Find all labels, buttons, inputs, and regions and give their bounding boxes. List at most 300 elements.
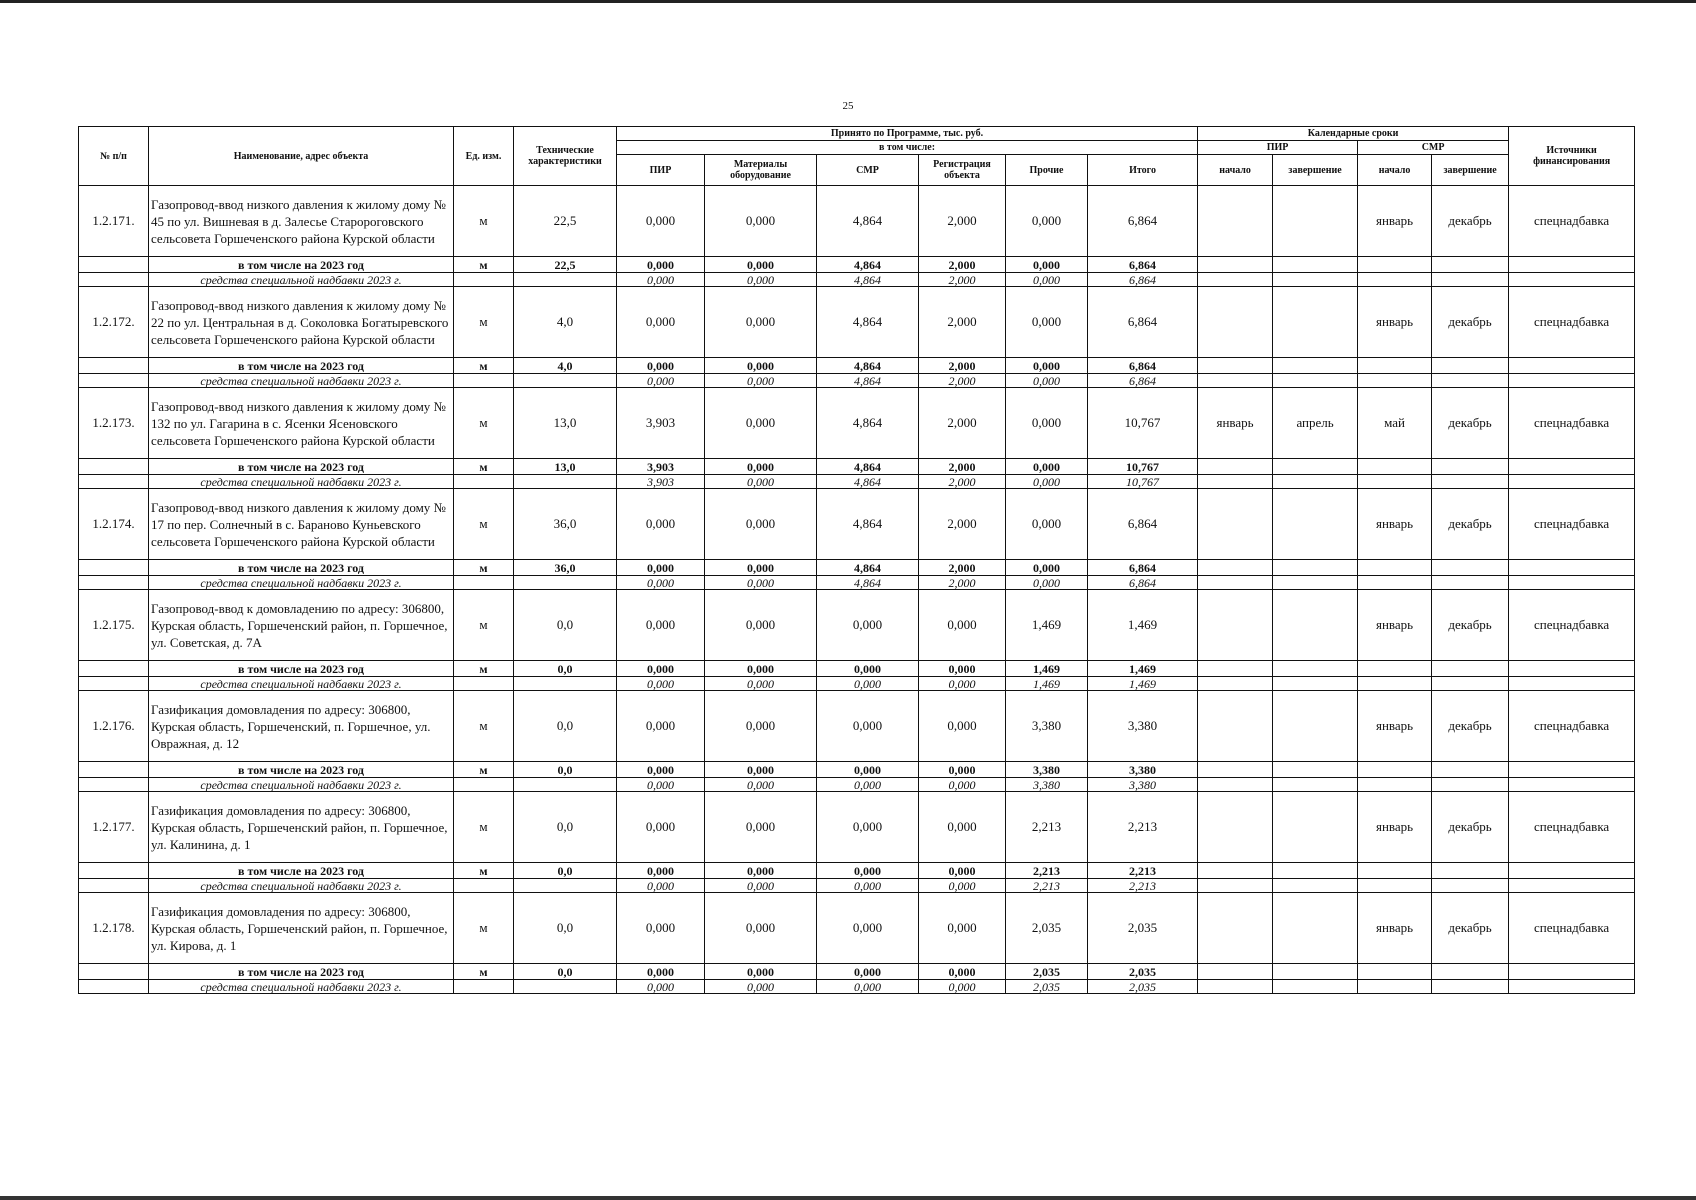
year-unit: м (454, 257, 514, 273)
special-pir: 0,000 (617, 677, 705, 691)
year-empty-cell (1198, 863, 1273, 879)
special-smr: 4,864 (817, 475, 919, 489)
special-other: 3,380 (1006, 778, 1088, 792)
table-row (79, 489, 1635, 560)
special-empty-cell (1509, 677, 1635, 691)
year-empty-cell (1198, 762, 1273, 778)
item-financing: спецнадбавка (1509, 287, 1635, 358)
item-smr-end: декабрь (1432, 691, 1509, 762)
special-tech (514, 980, 617, 994)
item-registration: 0,000 (919, 590, 1006, 661)
year-registration: 2,000 (919, 459, 1006, 475)
item-pir-end (1273, 590, 1358, 661)
year-materials: 0,000 (705, 459, 817, 475)
item-unit: м (454, 691, 514, 762)
item-smr-start: май (1358, 388, 1432, 459)
year-row (79, 560, 1635, 576)
item-pir-end (1273, 893, 1358, 964)
item-number: 1.2.178. (79, 893, 149, 964)
year-materials: 0,000 (705, 358, 817, 374)
header-pir-start: начало (1198, 155, 1273, 186)
special-empty-cell (1198, 677, 1273, 691)
year-other: 0,000 (1006, 257, 1088, 273)
year-unit: м (454, 661, 514, 677)
item-total: 6,864 (1088, 186, 1198, 257)
year-row-num (79, 358, 149, 374)
item-financing: спецнадбавка (1509, 691, 1635, 762)
item-materials: 0,000 (705, 893, 817, 964)
special-smr: 0,000 (817, 778, 919, 792)
item-smr-end: декабрь (1432, 893, 1509, 964)
year-row (79, 257, 1635, 273)
year-materials: 0,000 (705, 762, 817, 778)
item-tech: 0,0 (514, 893, 617, 964)
special-pir: 3,903 (617, 475, 705, 489)
year-pir: 0,000 (617, 560, 705, 576)
year-other: 0,000 (1006, 358, 1088, 374)
special-empty-cell (1432, 374, 1509, 388)
year-empty-cell (1273, 560, 1358, 576)
item-number: 1.2.177. (79, 792, 149, 863)
item-name: Газопровод-ввод низкого давления к жилому дому № 17 по пер. Солнечный в с. Бараново Куньевского сельсовета Горшеченского района Курской области (149, 489, 454, 560)
special-row-label: средства специальной надбавки 2023 г. (149, 677, 454, 691)
special-row-num (79, 475, 149, 489)
special-total: 6,864 (1088, 374, 1198, 388)
item-registration: 2,000 (919, 489, 1006, 560)
special-empty-cell (1432, 273, 1509, 287)
item-smr: 4,864 (817, 186, 919, 257)
year-unit: м (454, 358, 514, 374)
special-empty-cell (1509, 273, 1635, 287)
year-materials: 0,000 (705, 863, 817, 879)
year-unit: м (454, 964, 514, 980)
item-financing: спецнадбавка (1509, 893, 1635, 964)
item-smr-end: декабрь (1432, 388, 1509, 459)
item-pir-end: апрель (1273, 388, 1358, 459)
year-pir: 0,000 (617, 257, 705, 273)
table-body (79, 186, 1635, 994)
special-empty-cell (1198, 879, 1273, 893)
year-row (79, 964, 1635, 980)
header-materials: Материалы оборудование (705, 155, 817, 186)
header-registration: Регистрация объекта (919, 155, 1006, 186)
item-other: 0,000 (1006, 287, 1088, 358)
special-row-label: средства специальной надбавки 2023 г. (149, 273, 454, 287)
special-empty-cell (1358, 778, 1432, 792)
item-unit: м (454, 792, 514, 863)
special-row (79, 778, 1635, 792)
item-tech: 0,0 (514, 590, 617, 661)
special-empty-cell (1432, 576, 1509, 590)
year-empty-cell (1198, 964, 1273, 980)
special-smr: 0,000 (817, 677, 919, 691)
special-smr: 4,864 (817, 576, 919, 590)
item-total: 6,864 (1088, 489, 1198, 560)
item-other: 0,000 (1006, 186, 1088, 257)
year-row-label: в том числе на 2023 год (149, 863, 454, 879)
year-empty-cell (1273, 459, 1358, 475)
special-unit (454, 980, 514, 994)
special-empty-cell (1358, 475, 1432, 489)
special-materials: 0,000 (705, 576, 817, 590)
item-pir: 0,000 (617, 287, 705, 358)
special-empty-cell (1432, 879, 1509, 893)
item-registration: 0,000 (919, 893, 1006, 964)
item-smr-start: январь (1358, 186, 1432, 257)
special-materials: 0,000 (705, 980, 817, 994)
header-cal-smr: СМР (1358, 141, 1509, 155)
table-row (79, 893, 1635, 964)
item-pir-start (1198, 287, 1273, 358)
year-empty-cell (1432, 560, 1509, 576)
table-row (79, 792, 1635, 863)
year-other: 2,213 (1006, 863, 1088, 879)
program-table (78, 126, 1635, 994)
item-smr-start: январь (1358, 893, 1432, 964)
special-unit (454, 273, 514, 287)
special-unit (454, 879, 514, 893)
header-name: Наименование, адрес объекта (149, 127, 454, 186)
item-pir: 0,000 (617, 186, 705, 257)
special-materials: 0,000 (705, 677, 817, 691)
year-empty-cell (1509, 863, 1635, 879)
header-pir: ПИР (617, 155, 705, 186)
special-row-num (79, 273, 149, 287)
special-empty-cell (1509, 980, 1635, 994)
special-registration: 2,000 (919, 475, 1006, 489)
item-financing: спецнадбавка (1509, 590, 1635, 661)
special-unit (454, 475, 514, 489)
item-tech: 0,0 (514, 691, 617, 762)
special-tech (514, 273, 617, 287)
item-smr: 4,864 (817, 489, 919, 560)
year-empty-cell (1273, 863, 1358, 879)
year-tech: 36,0 (514, 560, 617, 576)
year-empty-cell (1509, 964, 1635, 980)
year-smr: 0,000 (817, 661, 919, 677)
year-empty-cell (1509, 358, 1635, 374)
item-pir: 0,000 (617, 691, 705, 762)
special-row-num (79, 980, 149, 994)
special-materials: 0,000 (705, 273, 817, 287)
special-row (79, 273, 1635, 287)
special-pir: 0,000 (617, 374, 705, 388)
special-unit (454, 778, 514, 792)
year-materials: 0,000 (705, 257, 817, 273)
item-total: 10,767 (1088, 388, 1198, 459)
item-financing: спецнадбавка (1509, 792, 1635, 863)
special-empty-cell (1509, 879, 1635, 893)
year-empty-cell (1432, 863, 1509, 879)
year-pir: 0,000 (617, 762, 705, 778)
year-row-num (79, 964, 149, 980)
year-smr: 4,864 (817, 257, 919, 273)
item-smr-end: декабрь (1432, 489, 1509, 560)
year-other: 2,035 (1006, 964, 1088, 980)
item-pir-start (1198, 590, 1273, 661)
item-pir: 0,000 (617, 893, 705, 964)
item-financing: спецнадбавка (1509, 388, 1635, 459)
item-number: 1.2.175. (79, 590, 149, 661)
year-registration: 2,000 (919, 257, 1006, 273)
item-pir-end (1273, 489, 1358, 560)
item-name: Газопровод-ввод низкого давления к жилому дому № 45 по ул. Вишневая в д. Залесье Старороговского сельсовета Горшеченского района Курской области (149, 186, 454, 257)
year-empty-cell (1273, 964, 1358, 980)
special-registration: 2,000 (919, 273, 1006, 287)
item-name: Газификация домовладения по адресу: 306800, Курская область, Горшеченский район, п. Горшечное, ул. Калинина, д. 1 (149, 792, 454, 863)
year-smr: 0,000 (817, 863, 919, 879)
special-row-num (79, 677, 149, 691)
header-num: № п/п (79, 127, 149, 186)
year-registration: 2,000 (919, 358, 1006, 374)
special-registration: 0,000 (919, 879, 1006, 893)
special-row (79, 980, 1635, 994)
special-other: 0,000 (1006, 374, 1088, 388)
page-number: 25 (842, 100, 854, 112)
special-total: 10,767 (1088, 475, 1198, 489)
year-registration: 0,000 (919, 762, 1006, 778)
year-empty-cell (1358, 358, 1432, 374)
item-pir-start (1198, 792, 1273, 863)
item-total: 6,864 (1088, 287, 1198, 358)
item-materials: 0,000 (705, 489, 817, 560)
year-row-label: в том числе на 2023 год (149, 762, 454, 778)
item-total: 1,469 (1088, 590, 1198, 661)
item-pir: 0,000 (617, 590, 705, 661)
header-calendar: Календарные сроки (1198, 127, 1509, 141)
year-total: 6,864 (1088, 560, 1198, 576)
year-empty-cell (1358, 661, 1432, 677)
special-empty-cell (1432, 677, 1509, 691)
year-tech: 22,5 (514, 257, 617, 273)
special-empty-cell (1273, 980, 1358, 994)
special-unit (454, 374, 514, 388)
item-number: 1.2.174. (79, 489, 149, 560)
item-name: Газопровод-ввод низкого давления к жилому дому № 132 по ул. Гагарина в с. Ясенки Ясеновского сельсовета Горшеченского района Курской области (149, 388, 454, 459)
year-total: 6,864 (1088, 358, 1198, 374)
item-pir-start (1198, 893, 1273, 964)
year-empty-cell (1509, 762, 1635, 778)
item-materials: 0,000 (705, 186, 817, 257)
special-unit (454, 677, 514, 691)
special-empty-cell (1358, 576, 1432, 590)
item-other: 0,000 (1006, 388, 1088, 459)
year-registration: 0,000 (919, 863, 1006, 879)
special-empty-cell (1432, 980, 1509, 994)
special-unit (454, 576, 514, 590)
year-smr: 4,864 (817, 459, 919, 475)
year-empty-cell (1432, 459, 1509, 475)
item-smr-start: январь (1358, 489, 1432, 560)
table-row (79, 590, 1635, 661)
year-smr: 4,864 (817, 358, 919, 374)
year-row (79, 358, 1635, 374)
year-pir: 0,000 (617, 863, 705, 879)
year-empty-cell (1358, 964, 1432, 980)
item-smr-end: декабрь (1432, 287, 1509, 358)
year-row-label: в том числе на 2023 год (149, 560, 454, 576)
special-empty-cell (1198, 475, 1273, 489)
year-empty-cell (1273, 257, 1358, 273)
special-row-label: средства специальной надбавки 2023 г. (149, 879, 454, 893)
year-empty-cell (1432, 964, 1509, 980)
special-other: 2,213 (1006, 879, 1088, 893)
special-empty-cell (1198, 576, 1273, 590)
year-row-num (79, 863, 149, 879)
special-row (79, 576, 1635, 590)
header-smr-end: завершение (1432, 155, 1509, 186)
special-registration: 0,000 (919, 778, 1006, 792)
item-tech: 13,0 (514, 388, 617, 459)
special-registration: 2,000 (919, 374, 1006, 388)
special-empty-cell (1432, 475, 1509, 489)
special-materials: 0,000 (705, 879, 817, 893)
year-unit: м (454, 762, 514, 778)
year-total: 10,767 (1088, 459, 1198, 475)
special-empty-cell (1198, 778, 1273, 792)
item-name: Газопровод-ввод к домовладению по адресу: 306800, Курская область, Горшеченский район, п. Горшечное, ул. Советская, д. 7А (149, 590, 454, 661)
special-smr: 4,864 (817, 273, 919, 287)
special-materials: 0,000 (705, 374, 817, 388)
header-smr: СМР (817, 155, 919, 186)
special-tech (514, 475, 617, 489)
item-smr-end: декабрь (1432, 186, 1509, 257)
header-tech: Технические характеристики (514, 127, 617, 186)
year-empty-cell (1198, 459, 1273, 475)
special-row-label: средства специальной надбавки 2023 г. (149, 374, 454, 388)
item-registration: 0,000 (919, 792, 1006, 863)
item-other: 2,213 (1006, 792, 1088, 863)
special-materials: 0,000 (705, 778, 817, 792)
header-unit: Ед. изм. (454, 127, 514, 186)
year-row-num (79, 661, 149, 677)
item-financing: спецнадбавка (1509, 186, 1635, 257)
item-name: Газификация домовладения по адресу: 306800, Курская область, Горшеченский район, п. Горшечное, ул. Кирова, д. 1 (149, 893, 454, 964)
header-smr-start: начало (1358, 155, 1432, 186)
special-tech (514, 778, 617, 792)
table-row (79, 287, 1635, 358)
scan-bottom-edge (0, 1196, 1696, 1200)
item-pir: 0,000 (617, 792, 705, 863)
year-row-label: в том числе на 2023 год (149, 358, 454, 374)
special-pir: 0,000 (617, 576, 705, 590)
special-smr: 4,864 (817, 374, 919, 388)
header-sources: Источники финансирования (1509, 127, 1635, 186)
year-empty-cell (1358, 459, 1432, 475)
year-unit: м (454, 560, 514, 576)
special-tech (514, 374, 617, 388)
special-pir: 0,000 (617, 980, 705, 994)
item-total: 2,035 (1088, 893, 1198, 964)
item-other: 1,469 (1006, 590, 1088, 661)
special-row-num (79, 374, 149, 388)
special-empty-cell (1273, 374, 1358, 388)
item-smr-start: январь (1358, 691, 1432, 762)
item-number: 1.2.172. (79, 287, 149, 358)
special-empty-cell (1358, 677, 1432, 691)
item-smr-end: декабрь (1432, 590, 1509, 661)
table-row (79, 388, 1635, 459)
special-empty-cell (1509, 374, 1635, 388)
special-materials: 0,000 (705, 475, 817, 489)
item-smr-start: январь (1358, 287, 1432, 358)
item-smr-end: декабрь (1432, 792, 1509, 863)
item-pir: 0,000 (617, 489, 705, 560)
year-row-num (79, 257, 149, 273)
year-unit: м (454, 863, 514, 879)
special-row (79, 879, 1635, 893)
year-pir: 0,000 (617, 661, 705, 677)
special-row-num (79, 778, 149, 792)
item-smr-start: январь (1358, 792, 1432, 863)
special-row-num (79, 879, 149, 893)
header-including: в том числе: (617, 141, 1198, 155)
special-empty-cell (1358, 980, 1432, 994)
special-other: 1,469 (1006, 677, 1088, 691)
year-total: 2,035 (1088, 964, 1198, 980)
special-empty-cell (1509, 778, 1635, 792)
year-empty-cell (1432, 762, 1509, 778)
item-unit: м (454, 489, 514, 560)
item-registration: 0,000 (919, 691, 1006, 762)
year-other: 0,000 (1006, 560, 1088, 576)
special-total: 2,035 (1088, 980, 1198, 994)
special-empty-cell (1509, 475, 1635, 489)
item-materials: 0,000 (705, 792, 817, 863)
item-total: 3,380 (1088, 691, 1198, 762)
item-pir-end (1273, 287, 1358, 358)
special-empty-cell (1273, 273, 1358, 287)
item-smr: 0,000 (817, 590, 919, 661)
special-smr: 0,000 (817, 980, 919, 994)
item-smr: 4,864 (817, 388, 919, 459)
special-total: 6,864 (1088, 273, 1198, 287)
item-smr: 0,000 (817, 792, 919, 863)
year-empty-cell (1273, 358, 1358, 374)
year-empty-cell (1358, 257, 1432, 273)
special-empty-cell (1273, 475, 1358, 489)
special-empty-cell (1198, 374, 1273, 388)
year-row-label: в том числе на 2023 год (149, 661, 454, 677)
item-registration: 2,000 (919, 186, 1006, 257)
year-pir: 0,000 (617, 358, 705, 374)
year-materials: 0,000 (705, 964, 817, 980)
item-unit: м (454, 893, 514, 964)
item-materials: 0,000 (705, 691, 817, 762)
special-pir: 0,000 (617, 778, 705, 792)
special-row (79, 475, 1635, 489)
special-empty-cell (1358, 879, 1432, 893)
item-registration: 2,000 (919, 388, 1006, 459)
special-row-num (79, 576, 149, 590)
special-registration: 0,000 (919, 677, 1006, 691)
item-number: 1.2.173. (79, 388, 149, 459)
year-pir: 3,903 (617, 459, 705, 475)
item-tech: 22,5 (514, 186, 617, 257)
table-header (79, 127, 1635, 186)
special-empty-cell (1273, 778, 1358, 792)
item-unit: м (454, 186, 514, 257)
item-pir-end (1273, 186, 1358, 257)
year-other: 1,469 (1006, 661, 1088, 677)
special-other: 0,000 (1006, 576, 1088, 590)
special-row (79, 374, 1635, 388)
special-empty-cell (1358, 273, 1432, 287)
year-tech: 4,0 (514, 358, 617, 374)
item-pir-start (1198, 186, 1273, 257)
special-registration: 0,000 (919, 980, 1006, 994)
year-smr: 0,000 (817, 964, 919, 980)
